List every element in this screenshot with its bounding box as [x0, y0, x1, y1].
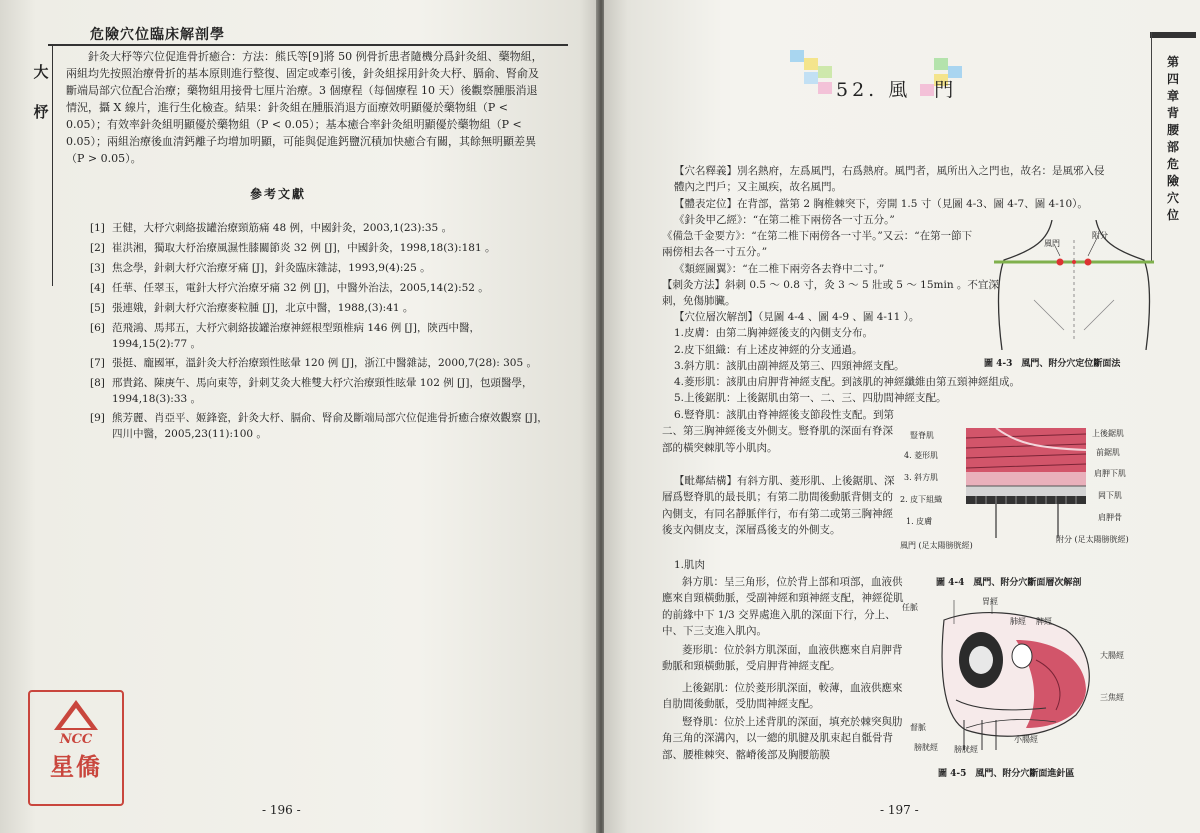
- chapter-tab-bar: [1150, 32, 1196, 38]
- reference-text: 張挺、龐國軍，溫針灸大杼治療頸性眩暈 120 例 [J]，浙江中醫雜誌，2000,7(28): 305 。: [112, 357, 538, 369]
- reference-number: [8]: [90, 377, 105, 389]
- fig45-right-label: 大腸經: [1100, 651, 1124, 660]
- decor-square: [818, 66, 832, 78]
- body-paragraph: 針灸大杼等穴位促進骨折癒合：方法：熊氏等[9]將 50 例骨折患者隨機分爲針灸組、藥物組，兩組均先按照治療骨折的基本原則進行整復、固定或牽引後，針灸組採用針灸大杼、膈俞、腎俞及斷端局部穴位配合治療；藥物組用接骨七厘片治療。3 個療程（每個療程 10 天）後觀察腫脹消退情況，攝 X 線片，進行生化檢查。結果：針灸組在腫脹消退方面療效明顯優於藥物組（P < 0.05）；有效率針灸組明顯優於藥物組（P < 0.05）；基本癒合率針灸組明顯優於藥物組（P < 0.05）；兩組治療後血清鈣離子均增加明顯，可能與促進鈣鹽沉積加快癒合有關，其餘無明顯差異（P > 0.05）。: [66, 50, 543, 165]
- fig43-label-fengmen: 風門: [1044, 239, 1060, 248]
- fig44-left-label: 2. 皮下組織: [900, 495, 943, 504]
- reference-number: [9]: [90, 412, 105, 424]
- reference-text: 張連娥，針刺大杼穴治療麥粒腫 [J]，北京中醫，1988,(3):41 。: [112, 302, 414, 314]
- layer-item-2: 2.皮下組織：有上述皮神經的分支通過。: [674, 344, 863, 356]
- reference-number: [4]: [90, 282, 105, 294]
- fig44-right-label: 上後鋸肌: [1092, 429, 1124, 438]
- figure-4-4-layer-section: [966, 428, 1086, 538]
- reference-number: [1]: [90, 222, 105, 234]
- muscle-serratus-posterior: 上後鋸肌：位於菱形肌深面，較薄，血液供應來自肋間後動脈，受肋間神經支配。: [662, 682, 903, 711]
- fig45-top-label: 胃經: [982, 597, 998, 606]
- text-adjacent-structures: 【毗鄰結構】有斜方肌、菱形肌、上後鋸肌、深層爲豎脊肌的最長肌；有第二肋間後動脈背側支的內側支，有同名靜脈伴行，布有第二或第三胸神經後支內側皮支，深層爲後支的外側支。: [662, 475, 895, 536]
- text-classic-3: 《類經圖翼》：“在二椎下兩旁各去脊中二寸。”: [674, 263, 885, 275]
- reference-text: 焦念學，針刺大杼穴治療牙痛 [J]，針灸臨床雜誌，1993,9(4):25 。: [112, 262, 431, 274]
- decor-square: [804, 72, 818, 84]
- fig44-left-label: 豎脊肌: [910, 431, 934, 440]
- fig45-bottom-label: 督脈: [910, 723, 926, 732]
- page-number-left: - 196 -: [262, 803, 301, 817]
- stamp-triangle-icon: [54, 700, 98, 730]
- section-title: 52. 風 門: [836, 79, 958, 101]
- text-classic-2: 《備急千金要方》：“在第二椎下兩傍各一寸半。”又云：“在第一節下兩傍相去各一寸五分。”: [662, 230, 973, 259]
- decor-square: [934, 58, 948, 70]
- fig45-top-label: 脾經: [1036, 617, 1052, 626]
- side-rule: [52, 46, 53, 286]
- muscle-erector-spinae: 豎脊肌：位於上述背肌的深面，填充於棘突與肋角三角的深溝內，以一總的肌腱及肌束起自骶骨背部、腰椎棘突、髂嵴後部及胸腰筋膜: [662, 716, 903, 761]
- fig45-bottom-label: 膀胱經: [954, 745, 978, 754]
- figure-4-3-back-outline: [994, 220, 1154, 350]
- decor-square: [818, 82, 832, 94]
- side-acupoint-title: [30, 52, 52, 132]
- figure-4-5-caption: 圖 4-5 風門、附分穴斷面進針區: [938, 769, 1075, 779]
- muscle-heading: 1.肌肉: [674, 559, 706, 571]
- side-char-1: 大: [33, 63, 49, 81]
- text-name-meaning: 【穴名釋義】別名熱府，左爲風門，右爲熱府。風門者，風所出入之門也，故名：是風邪入侵體內之門戶；又主風疾，故名風門。: [674, 165, 1105, 194]
- decor-square: [804, 58, 818, 70]
- fig44-right-label: 前鋸肌: [1096, 448, 1120, 457]
- running-header: 危險穴位臨床解剖學: [90, 27, 225, 43]
- figure-4-4-caption: 圖 4-4 風門、附分穴斷面層次解剖: [936, 578, 1082, 588]
- layer-item-4: 4.菱形肌：該肌由肩胛背神經支配。到該肌的神經纖維由第五頸神經組成。: [674, 376, 1021, 388]
- layer-item-5: 5.上後鋸肌：上後鋸肌由第一、二、三、四肋間神經支配。: [674, 392, 947, 404]
- figure-4-3-caption: 圖 4-3 風門、附分穴定位斷面法: [984, 359, 1121, 369]
- fig44-right-label: 肩胛骨: [1098, 513, 1122, 522]
- reference-item: [90, 260, 550, 276]
- fig44-right-label: 肩胛下肌: [1094, 469, 1126, 478]
- fig44-left-label: 4. 菱形肌: [904, 451, 939, 460]
- reference-item: [90, 375, 550, 407]
- side-char-2: 杼: [33, 103, 49, 121]
- fig45-bottom-label: 小腸經: [1014, 735, 1038, 744]
- reference-text: 范飛鴻、馬邦五，大杼穴刺絡拔罐治療神經根型頸椎病 146 例 [J]，陝西中醫，1994,15(2):77 。: [112, 322, 480, 350]
- reference-number: [7]: [90, 357, 105, 369]
- text-surface-location: 【體表定位】在背部，當第 2 胸椎棘突下，旁開 1.5 寸（見圖 4-3、圖 4-7、圖 4-10）。: [674, 198, 1088, 210]
- fig45-right-label: 三焦經: [1100, 693, 1124, 702]
- header-rule: [48, 44, 568, 46]
- stamp-ncc-text: NCC: [59, 732, 93, 747]
- reference-item: [90, 410, 550, 442]
- reference-item: [90, 355, 550, 371]
- reference-item: [90, 240, 550, 256]
- text-layer-anatomy: 【穴位層次解剖】（見圖 4-4 、圖 4-9 、圖 4-11 ）。: [674, 311, 920, 323]
- text-needling-method: 【刺灸方法】斜刺 0.5 ～ 0.8 寸，灸 3 ～ 5 壯或 5 ～ 15min 。不宜深刺，免傷肺臟。: [662, 279, 999, 308]
- reference-number: [5]: [90, 302, 105, 314]
- reference-number: [3]: [90, 262, 105, 274]
- text-classic-1: 《針灸甲乙經》：“在第二椎下兩傍各一寸五分。”: [674, 214, 895, 226]
- muscle-trapezius: 斜方肌：呈三角形，位於背上部和項部，血液供應來自頸橫動脈，受副神經和頸神經支配，神經從肌的前緣中下 1/3 交界處進入肌的深面下行，分上、中、下三支進入肌內。: [662, 576, 904, 637]
- reference-text: 王健，大杼穴刺絡拔罐治療頸筋痛 48 例，中國針灸，2003,1(23):35 。: [112, 222, 453, 234]
- fig44-fufen-label: 附分 (足太陽膀胱經): [1056, 535, 1129, 544]
- reference-text: 崔洪湘，獨取大杼治療風濕性膝關節炎 32 例 [J]，中國針灸，1998,18(3):181 。: [112, 242, 496, 254]
- ncc-watermark-stamp: [28, 690, 124, 806]
- fig45-top-label: 任脈: [902, 603, 918, 612]
- fig43-label-fufen: 附分: [1092, 231, 1108, 240]
- fig44-right-label: 岡下肌: [1098, 491, 1122, 500]
- reference-item: [90, 220, 550, 236]
- layer-item-3: 3.斜方肌：該肌由副神經及第三、四頸神經支配。: [674, 360, 905, 372]
- chapter-vertical-title: 第四章 背腰部危險穴位: [1166, 55, 1192, 222]
- muscle-rhomboid: 菱形肌：位於斜方肌深面，血液供應來自肩胛背動脈和頸橫動脈，受肩胛背神經支配。: [662, 644, 903, 673]
- left-page: [0, 0, 598, 833]
- reference-number: [6]: [90, 322, 105, 334]
- reference-item: [90, 320, 550, 352]
- fig44-fengmen-label: 風門 (足太陽膀胱經): [900, 541, 973, 550]
- reference-item: [90, 280, 550, 296]
- decor-square: [790, 50, 804, 62]
- stamp-name-text: 星僑: [50, 752, 102, 781]
- references-title: 參考文獻: [250, 187, 307, 201]
- fig44-left-label: 1. 皮膚: [906, 517, 933, 526]
- fig45-top-label: 肺經: [1010, 617, 1026, 626]
- reference-text: 任華、任翠玉，電針大杼穴治療牙痛 32 例 [J]，中醫外治法，2005,14(2):52 。: [112, 282, 489, 294]
- layer-item-6: 6.豎脊肌：該肌由脊神經後支節段性支配。到第二、第三胸神經後支外側支。豎脊肌的深面有脊深部的橫突棘肌等小肌肉。: [662, 409, 895, 454]
- reference-number: [2]: [90, 242, 105, 254]
- fig44-left-label: 3. 斜方肌: [904, 473, 939, 482]
- reference-item: [90, 300, 550, 316]
- reference-text: 熊芳麗、肖亞平、姬鋒瓷，針灸大杼、膈俞、腎俞及斷端局部穴位促進骨折癒合療效觀察 [J]，四川中醫，2005,23(11):100 。: [112, 412, 548, 440]
- right-page: [604, 0, 1200, 833]
- fig45-bottom-label: 膀胱經: [914, 743, 938, 752]
- reference-text: 邢貴銘、陳庚午、馬向東等，針刺艾灸大椎雙大杼穴治療頸性眩暈 102 例 [J]，包頭醫學，1994,18(3):33 。: [112, 377, 533, 405]
- page-number-right: - 197 -: [880, 803, 919, 817]
- layer-item-1: 1.皮膚：由第二胸神經後支的內側支分布。: [674, 327, 874, 339]
